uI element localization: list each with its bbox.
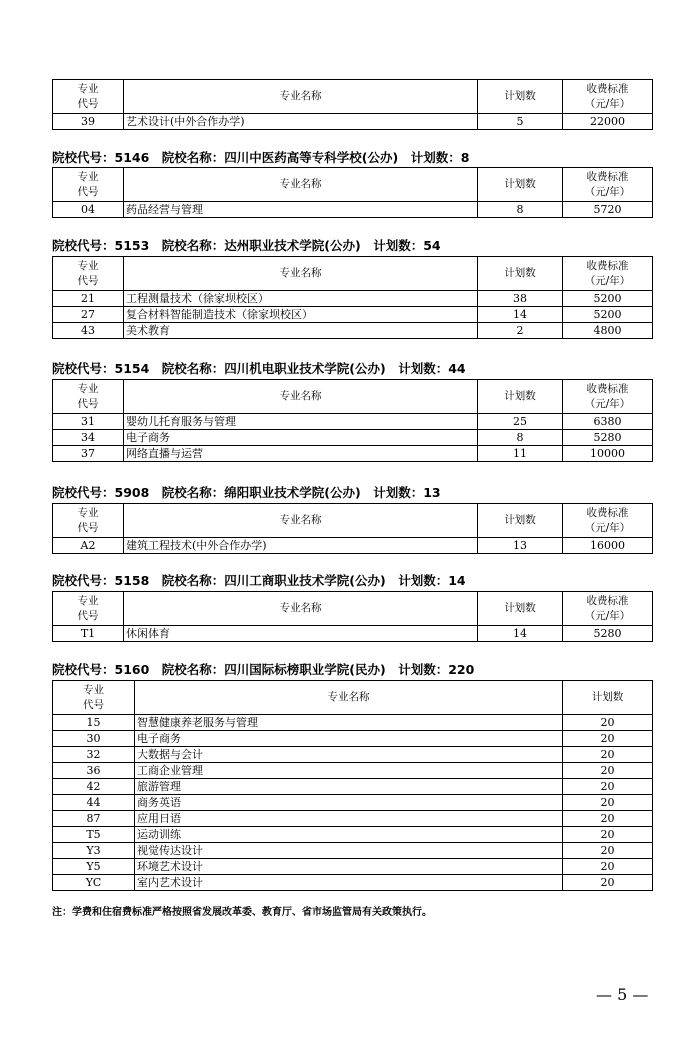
row-code: 43 [53, 323, 124, 339]
header-fee: 收费标准 （元/年） [563, 504, 653, 538]
table-section [52, 256, 652, 339]
row-fee: 5200 [563, 291, 653, 307]
row-plan: 20 [563, 859, 653, 875]
row-code: Y5 [53, 859, 135, 875]
row-code: 21 [53, 291, 124, 307]
row-code: 37 [53, 446, 124, 462]
row-code: 39 [53, 114, 124, 130]
row-plan: 20 [563, 731, 653, 747]
page-number: — 5 — [596, 985, 649, 1004]
row-plan: 14 [478, 626, 563, 642]
row-fee: 5720 [563, 202, 653, 218]
header-fee: 收费标准 （元/年） [563, 592, 653, 626]
row-name: 休闲体育 [124, 626, 478, 642]
row-name: 视觉传达设计 [135, 843, 563, 859]
table-header-row [53, 504, 653, 538]
table-row [53, 291, 653, 307]
table-header-row [53, 681, 653, 715]
table-row [53, 626, 653, 642]
row-plan: 5 [478, 114, 563, 130]
row-fee: 6380 [563, 414, 653, 430]
row-plan: 2 [478, 323, 563, 339]
row-fee: 22000 [563, 114, 653, 130]
row-plan: 20 [563, 715, 653, 731]
header-plan: 计划数 [478, 504, 563, 538]
row-plan: 11 [478, 446, 563, 462]
row-name: 工程测量技术（徐家坝校区） [124, 291, 478, 307]
header-fee: 收费标准 （元/年） [563, 257, 653, 291]
table-section [52, 79, 652, 130]
row-plan: 20 [563, 843, 653, 859]
table-row [53, 430, 653, 446]
table-row [53, 715, 653, 731]
school-heading: 院校代号：5146 院校名称：四川中医药高等专科学校(公办) 计划数：8 [52, 150, 470, 165]
row-plan: 8 [478, 202, 563, 218]
row-plan: 25 [478, 414, 563, 430]
row-code: 30 [53, 731, 135, 747]
table-row [53, 763, 653, 779]
row-plan: 8 [478, 430, 563, 446]
table-row [53, 307, 653, 323]
header-name: 专业名称 [135, 681, 563, 715]
table-row [53, 827, 653, 843]
row-code: Y3 [53, 843, 135, 859]
school-heading: 院校代号：5153 院校名称：达州职业技术学院(公办) 计划数：54 [52, 238, 441, 253]
row-name: 婴幼儿托育服务与管理 [124, 414, 478, 430]
header-fee: 收费标准 （元/年） [563, 380, 653, 414]
row-plan: 20 [563, 811, 653, 827]
header-name: 专业名称 [124, 80, 478, 114]
row-fee: 5280 [563, 626, 653, 642]
row-fee: 10000 [563, 446, 653, 462]
row-plan: 20 [563, 795, 653, 811]
row-code: 27 [53, 307, 124, 323]
row-name: 复合材料智能制造技术（徐家坝校区） [124, 307, 478, 323]
row-name: 电子商务 [135, 731, 563, 747]
header-name: 专业名称 [124, 380, 478, 414]
table-row [53, 414, 653, 430]
row-name: 旅游管理 [135, 779, 563, 795]
row-plan: 20 [563, 875, 653, 891]
table-row [53, 747, 653, 763]
table-header-row [53, 80, 653, 114]
table-row [53, 202, 653, 218]
table-row [53, 811, 653, 827]
row-name: 电子商务 [124, 430, 478, 446]
header-name: 专业名称 [124, 504, 478, 538]
row-plan: 20 [563, 779, 653, 795]
row-name: 室内艺术设计 [135, 875, 563, 891]
table-row [53, 731, 653, 747]
plan-table [52, 591, 653, 642]
row-plan: 20 [563, 747, 653, 763]
header-plan: 计划数 [478, 80, 563, 114]
row-name: 网络直播与运营 [124, 446, 478, 462]
row-code: 44 [53, 795, 135, 811]
table-row [53, 779, 653, 795]
table-header-row [53, 168, 653, 202]
row-code: 42 [53, 779, 135, 795]
row-code: 36 [53, 763, 135, 779]
header-code: 专业 代号 [53, 681, 135, 715]
table-row [53, 859, 653, 875]
row-name: 药品经营与管理 [124, 202, 478, 218]
header-code: 专业 代号 [53, 380, 124, 414]
plan-table [52, 167, 653, 218]
table-section [52, 503, 652, 554]
row-name: 建筑工程技术(中外合作办学) [124, 538, 478, 554]
row-name: 艺术设计(中外合作办学) [124, 114, 478, 130]
row-code: T5 [53, 827, 135, 843]
row-plan: 38 [478, 291, 563, 307]
school-heading: 院校代号：5154 院校名称：四川机电职业技术学院(公办) 计划数：44 [52, 361, 466, 376]
plan-table [52, 503, 653, 554]
header-plan: 计划数 [478, 592, 563, 626]
row-name: 运动训练 [135, 827, 563, 843]
table-row [53, 446, 653, 462]
row-name: 美术教育 [124, 323, 478, 339]
table-section [52, 591, 652, 642]
table-section [52, 379, 652, 462]
row-fee: 16000 [563, 538, 653, 554]
table-row [53, 875, 653, 891]
row-code: 32 [53, 747, 135, 763]
table-section [52, 680, 652, 891]
header-name: 专业名称 [124, 592, 478, 626]
header-fee: 收费标准 （元/年） [563, 80, 653, 114]
school-heading: 院校代号：5908 院校名称：绵阳职业技术学院(公办) 计划数：13 [52, 485, 441, 500]
row-name: 应用日语 [135, 811, 563, 827]
header-fee: 收费标准 （元/年） [563, 168, 653, 202]
header-code: 专业 代号 [53, 504, 124, 538]
header-plan: 计划数 [478, 168, 563, 202]
plan-table [52, 256, 653, 339]
table-section [52, 167, 652, 218]
row-code: 31 [53, 414, 124, 430]
row-plan: 13 [478, 538, 563, 554]
row-plan: 20 [563, 827, 653, 843]
header-code: 专业 代号 [53, 257, 124, 291]
row-name: 环境艺术设计 [135, 859, 563, 875]
table-row [53, 114, 653, 130]
row-plan: 14 [478, 307, 563, 323]
table-header-row [53, 257, 653, 291]
plan-table [52, 79, 653, 130]
row-code: A2 [53, 538, 124, 554]
row-code: 15 [53, 715, 135, 731]
row-code: T1 [53, 626, 124, 642]
header-code: 专业 代号 [53, 592, 124, 626]
row-name: 智慧健康养老服务与管理 [135, 715, 563, 731]
header-code: 专业 代号 [53, 168, 124, 202]
row-code: 04 [53, 202, 124, 218]
row-name: 大数据与会计 [135, 747, 563, 763]
row-code: 87 [53, 811, 135, 827]
table-row [53, 843, 653, 859]
header-name: 专业名称 [124, 257, 478, 291]
school-heading: 院校代号：5158 院校名称：四川工商职业技术学院(公办) 计划数：14 [52, 573, 466, 588]
row-name: 工商企业管理 [135, 763, 563, 779]
header-name: 专业名称 [124, 168, 478, 202]
plan-table [52, 379, 653, 462]
row-code: 34 [53, 430, 124, 446]
plan-table [52, 680, 653, 891]
table-row [53, 538, 653, 554]
footnote: 注：学费和住宿费标准严格按照省发展改革委、教育厅、省市场监管局有关政策执行。 [52, 907, 432, 918]
header-plan: 计划数 [478, 380, 563, 414]
header-plan: 计划数 [478, 257, 563, 291]
row-code: YC [53, 875, 135, 891]
header-code: 专业 代号 [53, 80, 124, 114]
table-row [53, 323, 653, 339]
school-heading: 院校代号：5160 院校名称：四川国际标榜职业学院(民办) 计划数：220 [52, 662, 475, 677]
row-plan: 20 [563, 763, 653, 779]
row-fee: 5280 [563, 430, 653, 446]
row-fee: 4800 [563, 323, 653, 339]
header-plan: 计划数 [563, 681, 653, 715]
row-name: 商务英语 [135, 795, 563, 811]
table-header-row [53, 592, 653, 626]
table-header-row [53, 380, 653, 414]
table-row [53, 795, 653, 811]
row-fee: 5200 [563, 307, 653, 323]
